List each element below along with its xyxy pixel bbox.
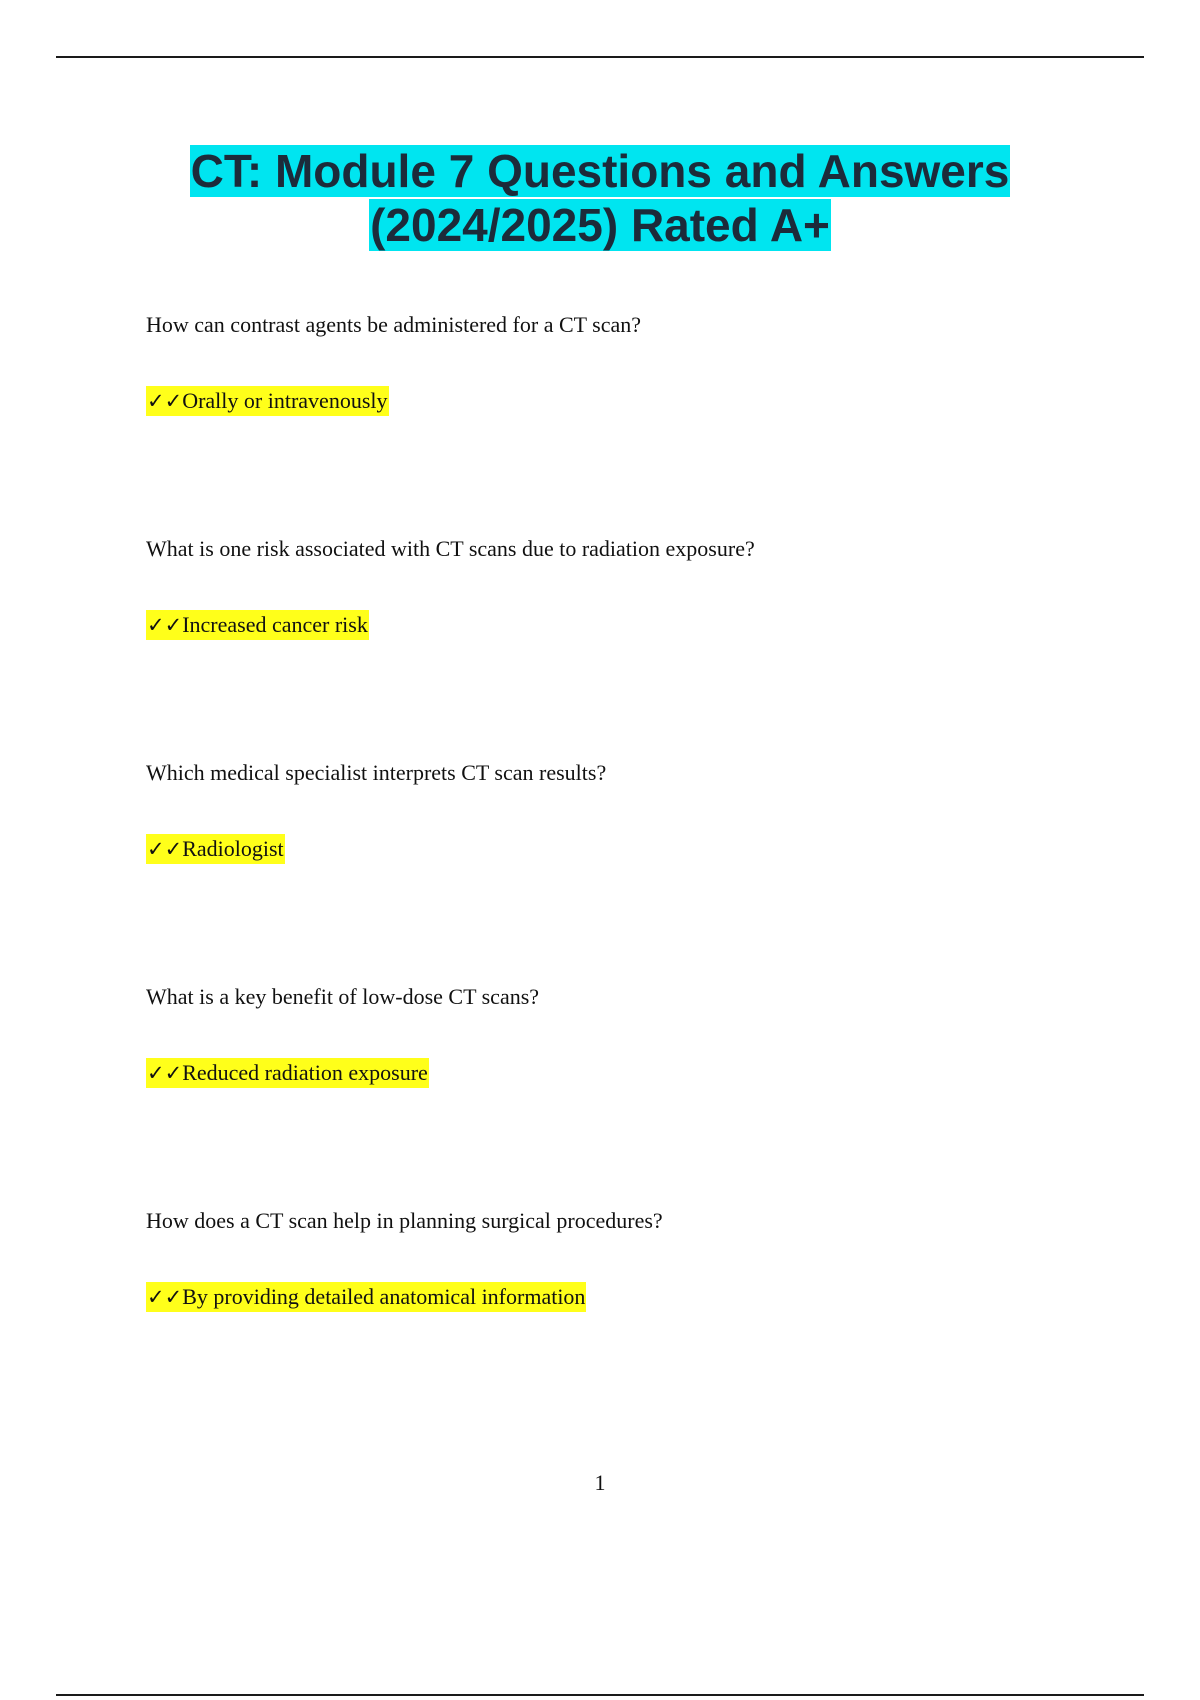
question-text: How can contrast agents be administered for a CT scan?: [146, 312, 642, 337]
answer-text: Orally or intravenously: [182, 388, 388, 413]
answer: [146, 1058, 429, 1088]
page-title: [0, 144, 1200, 252]
page-number: 1: [594, 1470, 606, 1495]
question-text: How does a CT scan help in planning surgical procedures?: [146, 1208, 663, 1233]
header-rule: [56, 56, 1144, 58]
question-text: Which medical specialist interprets CT scan results?: [146, 760, 607, 785]
title-line-1: CT: Module 7 Questions and Answers: [190, 145, 1010, 197]
answer-text: By providing detailed anatomical information: [182, 1284, 586, 1309]
answer-highlight: [146, 1058, 429, 1088]
answer-highlight: [146, 610, 369, 640]
double-check-icon: ✓✓: [147, 613, 183, 637]
answer: [146, 386, 389, 416]
answer-highlight: [146, 834, 285, 864]
double-check-icon: ✓✓: [147, 837, 183, 861]
footer-rule: [56, 1694, 1144, 1696]
answer-highlight: [146, 1282, 586, 1312]
question-text: What is a key benefit of low-dose CT scans?: [146, 984, 540, 1009]
answer-text: Increased cancer risk: [182, 612, 368, 637]
title-line-2: (2024/2025) Rated A+: [370, 199, 830, 251]
double-check-icon: ✓✓: [147, 1061, 183, 1085]
double-check-icon: ✓✓: [147, 389, 183, 413]
question-text: What is one risk associated with CT scans due to radiation exposure?: [146, 536, 755, 561]
answer: [146, 834, 285, 864]
answer-text: Reduced radiation exposure: [182, 1060, 428, 1085]
double-check-icon: ✓✓: [147, 1285, 183, 1309]
answer: [146, 610, 369, 640]
answer-highlight: [146, 386, 389, 416]
answer: [146, 1282, 586, 1312]
answer-text: Radiologist: [182, 836, 284, 861]
